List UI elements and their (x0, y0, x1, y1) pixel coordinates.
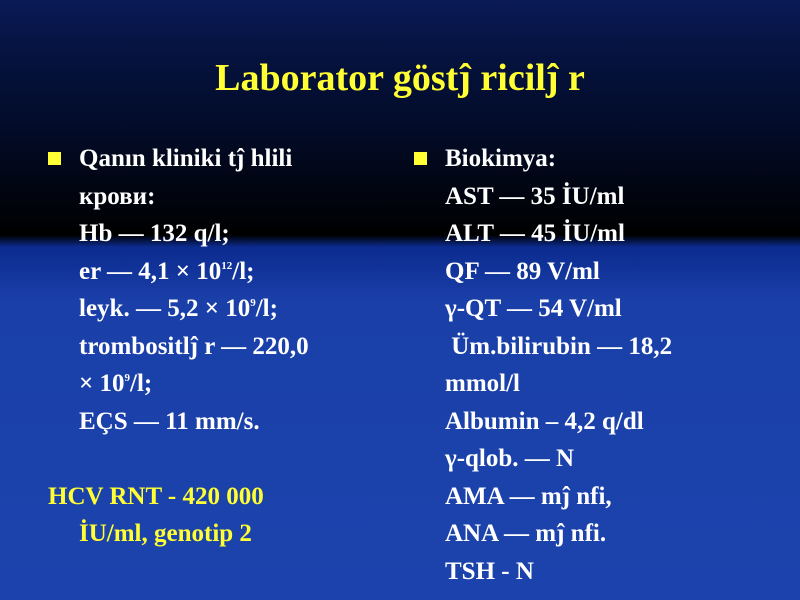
er-suffix: /l; (232, 257, 255, 285)
right-bullet-text: Biokimya: (445, 145, 557, 172)
square-bullet-icon (414, 152, 427, 165)
leyk-exponent: 9 (250, 297, 256, 309)
left-line-tromb-2 (48, 365, 388, 403)
right-bullet-item (414, 140, 784, 178)
right-item-gqlob: γ-qlob. — N (445, 445, 575, 472)
er-exponent: 12 (221, 259, 233, 272)
left-bullet-item (48, 140, 388, 178)
left-line-er (48, 253, 388, 291)
leyk-prefix: leyk. — 5,2 × 10 (79, 295, 251, 322)
tromb2-exponent: 9 (124, 372, 130, 384)
right-item-tsh: TSH - N (445, 557, 534, 585)
right-item-alt: ALT — 45 İU/ml (445, 220, 625, 247)
left-bullet-text: Qanın kliniki tĵ hlili (79, 145, 293, 172)
left-line-hcv-2: İU/ml, genotip 2 (79, 520, 252, 547)
right-item-bilirubin: Üm.bilirubin — 18,2 (445, 332, 673, 360)
slide-title: Laborator göstĵ ricilĵ r (215, 57, 585, 99)
left-column (48, 140, 388, 553)
right-item-bilirubin-unit: mmol/l (445, 370, 520, 397)
right-item-albumin: Albumin – 4,2 q/dl (445, 407, 644, 435)
left-line-ecs: EÇS — 11 mm/s. (79, 407, 260, 435)
right-item-gqt: γ-QT — 54 V/ml (445, 295, 622, 322)
leyk-suffix: /l; (255, 295, 278, 322)
right-item-ana: ANA — mĵ nfi. (445, 520, 607, 547)
right-column (414, 140, 784, 590)
left-line-tromb: trombositlĵ r — 220,0 (79, 332, 309, 360)
left-line-leyk (48, 290, 388, 328)
right-item-qf: QF — 89 V/ml (445, 257, 600, 285)
left-spacer (48, 440, 388, 478)
er-prefix: er — 4,1 × 10 (79, 257, 222, 285)
left-line-krovi: крови: (79, 182, 156, 210)
left-line-hb: Hb — 132 q/l; (79, 220, 230, 247)
left-line-hcv: HCV RNT - 420 000 (48, 482, 264, 510)
right-item-ama: AMA — mĵ nfi, (445, 482, 612, 510)
right-item-ast: AST — 35 İU/ml (445, 182, 625, 210)
square-bullet-icon (48, 152, 61, 165)
tromb2-prefix: × 10 (79, 370, 125, 397)
tromb2-suffix: /l; (130, 370, 153, 397)
